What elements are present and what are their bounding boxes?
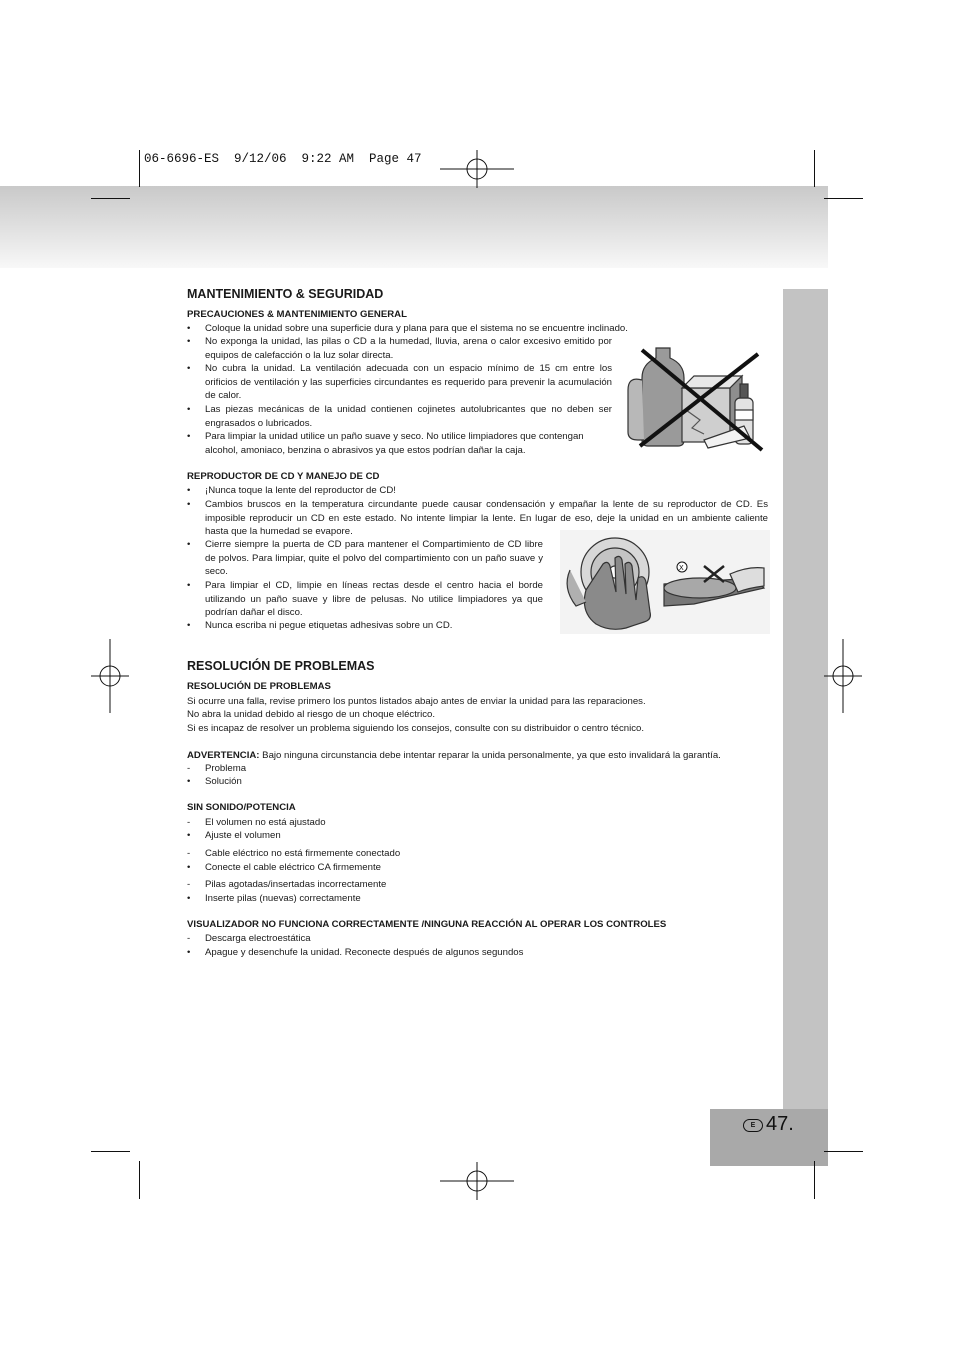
warning-text: Bajo ninguna circunstancia debe intentar reparar la unida personalmente, ya que esto invalidará la garantía. bbox=[259, 750, 721, 761]
display-problem-title: VISUALIZADOR NO FUNCIONA CORRECTAMENTE /NINGUNA REACCIÓN AL OPERAR LOS CONTROLES bbox=[187, 919, 667, 930]
cd-handling-illustration bbox=[560, 530, 770, 634]
no-sound-title: SIN SONIDO/POTENCIA bbox=[187, 802, 296, 813]
cd-handling-mark: X bbox=[679, 565, 684, 572]
language-badge: E bbox=[743, 1119, 763, 1132]
maintenance-title: MANTENIMIENTO & SEGURIDAD bbox=[187, 287, 384, 301]
troubleshooting-title: RESOLUCIÓN DE PROBLEMAS bbox=[187, 659, 375, 673]
warning-paragraph bbox=[187, 749, 777, 763]
troubleshooting-intro-2: No abra la unidad debido al riesgo de un choque eléctrico. bbox=[187, 709, 436, 720]
precautions-title: PRECAUCIONES & MANTENIMIENTO GENERAL bbox=[187, 309, 407, 320]
troubleshooting-sub-title: RESOLUCIÓN DE PROBLEMAS bbox=[187, 681, 331, 692]
warning-label: ADVERTENCIA: bbox=[187, 750, 260, 761]
print-slug: 06-6696-ES 9/12/06 9:22 AM Page 47 bbox=[144, 152, 422, 166]
page-number: 47. bbox=[766, 1113, 794, 1135]
troubleshooting-intro-1: Si ocurre una falla, revise primero los puntos listados abajo antes de enviar la unidad para las reparaciones. bbox=[187, 696, 646, 707]
cd-section-title: REPRODUCTOR DE CD Y MANEJO DE CD bbox=[187, 471, 380, 482]
no-chemicals-illustration bbox=[622, 340, 768, 456]
troubleshooting-intro-3: Si es incapaz de resolver un problema siguiendo los consejos, consulte con su distribuidor o centro técnico. bbox=[187, 723, 645, 734]
